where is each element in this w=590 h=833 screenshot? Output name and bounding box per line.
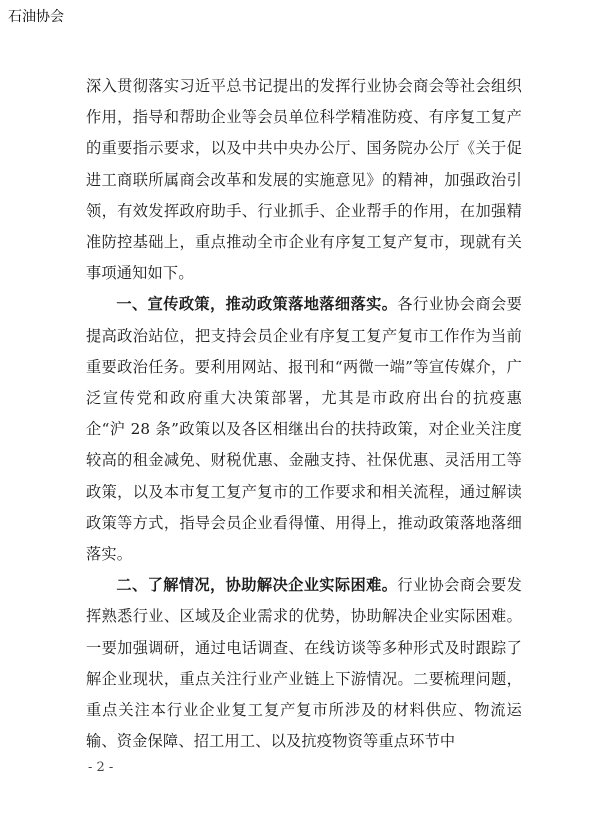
section-one-heading: 一、宣传政策，推动政策落地落细落实。 <box>116 295 398 314</box>
intro-paragraph-text: 深入贯彻落实习近平总书记提出的发挥行业协会商会等社会组织作用，指导和帮助企业等会员单位科学精准防疫、有序复工复产的重要指示要求，以及中共中央办公厅、国务院办公厅《关于促进工商联所属商会改革和发展的实施意见》的精神，加强政治引领，有效发挥政府助手、行业抓手、企业帮手的作用，在加强精准防控基础上，重点推动全市企业有序复工复产复市，现就有关事项通知如下。 <box>86 77 522 283</box>
intro-paragraph <box>86 71 522 289</box>
page-number: - 2 - <box>88 760 114 775</box>
document-body <box>86 71 522 757</box>
section-one-text: 各行业协会商会要提高政治站位，把支持会员企业有序复工复产复市工作作为当前重要政治任务。要利用网站、报刊和“两微一端”等宣传媒介，广泛宣传党和政府重大决策部署，尤其是市政府出台的抗疫惠企“沪 28 条”政策以及各区相继出台的扶持政策，对企业关注度较高的租金减免、财税优惠、金融支持、社保优惠、灵活用工等政策，以及本市复工复产复市的工作要求和相关流程，通过解读政策等方式，指导会员企业看得懂、用得上，推动政策落地落细落实。 <box>86 295 522 564</box>
section-two-heading: 二、了解情况，协助解决企业实际困难。 <box>116 576 398 595</box>
section-two-text: 行业协会商会要发挥熟悉行业、区域及企业需求的优势，协助解决企业实际困难。一要加强调研，通过电话调查、在线访谈等多种形式及时跟踪了解企业现状，重点关注行业产业链上下游情况。二要梳理问题，重点关注本行业企业复工复产复市所涉及的材料供应、物流运输、资金保障、招工用工、以及抗疫物资等重点环节中 <box>86 576 522 751</box>
section-one-paragraph <box>86 289 522 570</box>
section-two-paragraph <box>86 570 522 757</box>
header-label: 石油协会 <box>8 9 64 25</box>
